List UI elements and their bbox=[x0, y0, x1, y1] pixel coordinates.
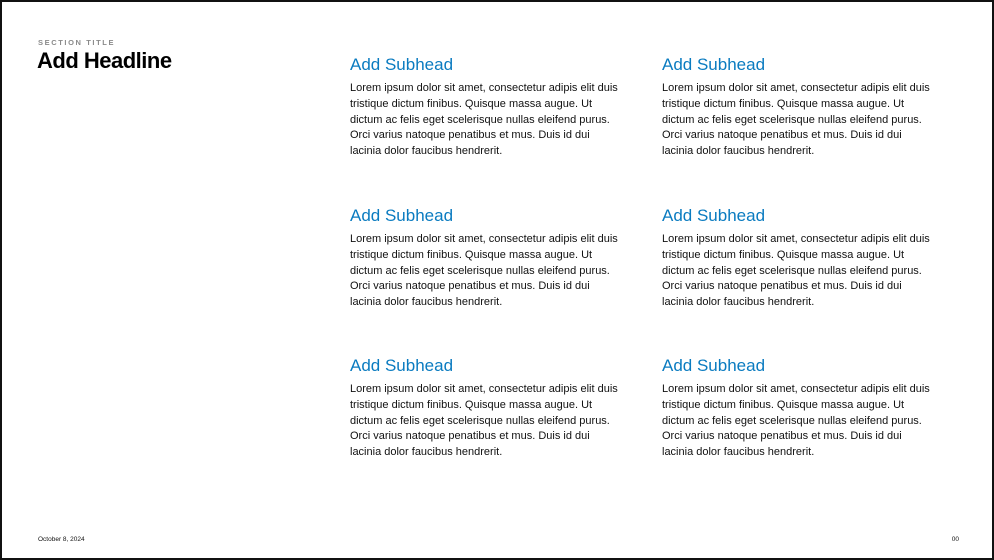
footer-date: October 8, 2024 bbox=[38, 536, 85, 543]
content-block-3 bbox=[350, 206, 620, 311]
subhead: Add Subhead bbox=[350, 206, 454, 225]
content-block-1 bbox=[350, 55, 620, 160]
subhead: Add Subhead bbox=[350, 55, 454, 74]
body-text: Lorem ipsum dolor sit amet, consectetur adipis elit duis tristique dictum finibus. Quisque massa augue. Ut dictum ac felis eget scelerisque nullas eleifend purus. Orci varius natoque penatibus et mus. Duis id dui lacinia dolor faucibus hendrerit. bbox=[662, 233, 930, 309]
content-block-2 bbox=[662, 55, 932, 160]
subhead: Add Subhead bbox=[662, 356, 766, 375]
content-block-4 bbox=[662, 206, 932, 311]
subhead: Add Subhead bbox=[662, 206, 766, 225]
content-block-5 bbox=[350, 356, 620, 461]
body-text: Lorem ipsum dolor sit amet, consectetur adipis elit duis tristique dictum finibus. Quisque massa augue. Ut dictum ac felis eget scelerisque nullas eleifend purus. Orci varius natoque penatibus et mus. Duis id dui lacinia dolor faucibus hendrerit. bbox=[662, 383, 930, 459]
body-text: Lorem ipsum dolor sit amet, consectetur adipis elit duis tristique dictum finibus. Quisque massa augue. Ut dictum ac felis eget scelerisque nullas eleifend purus. Orci varius natoque penatibus et mus. Duis id dui lacinia dolor faucibus hendrerit. bbox=[662, 82, 930, 158]
subhead: Add Subhead bbox=[662, 55, 766, 74]
body-text: Lorem ipsum dolor sit amet, consectetur adipis elit duis tristique dictum finibus. Quisque massa augue. Ut dictum ac felis eget scelerisque nullas eleifend purus. Orci varius natoque penatibus et mus. Duis id dui lacinia dolor faucibus hendrerit. bbox=[350, 383, 618, 459]
subhead: Add Subhead bbox=[350, 356, 454, 375]
content-block-6 bbox=[662, 356, 932, 461]
body-text: Lorem ipsum dolor sit amet, consectetur adipis elit duis tristique dictum finibus. Quisque massa augue. Ut dictum ac felis eget scelerisque nullas eleifend purus. Orci varius natoque penatibus et mus. Duis id dui lacinia dolor faucibus hendrerit. bbox=[350, 233, 618, 309]
section-title: SECTION TITLE bbox=[38, 38, 116, 47]
page-number: 00 bbox=[951, 536, 959, 543]
body-text: Lorem ipsum dolor sit amet, consectetur adipis elit duis tristique dictum finibus. Quisque massa augue. Ut dictum ac felis eget scelerisque nullas eleifend purus. Orci varius natoque penatibus et mus. Duis id dui lacinia dolor faucibus hendrerit. bbox=[350, 82, 618, 158]
headline: Add Headline bbox=[37, 48, 172, 73]
